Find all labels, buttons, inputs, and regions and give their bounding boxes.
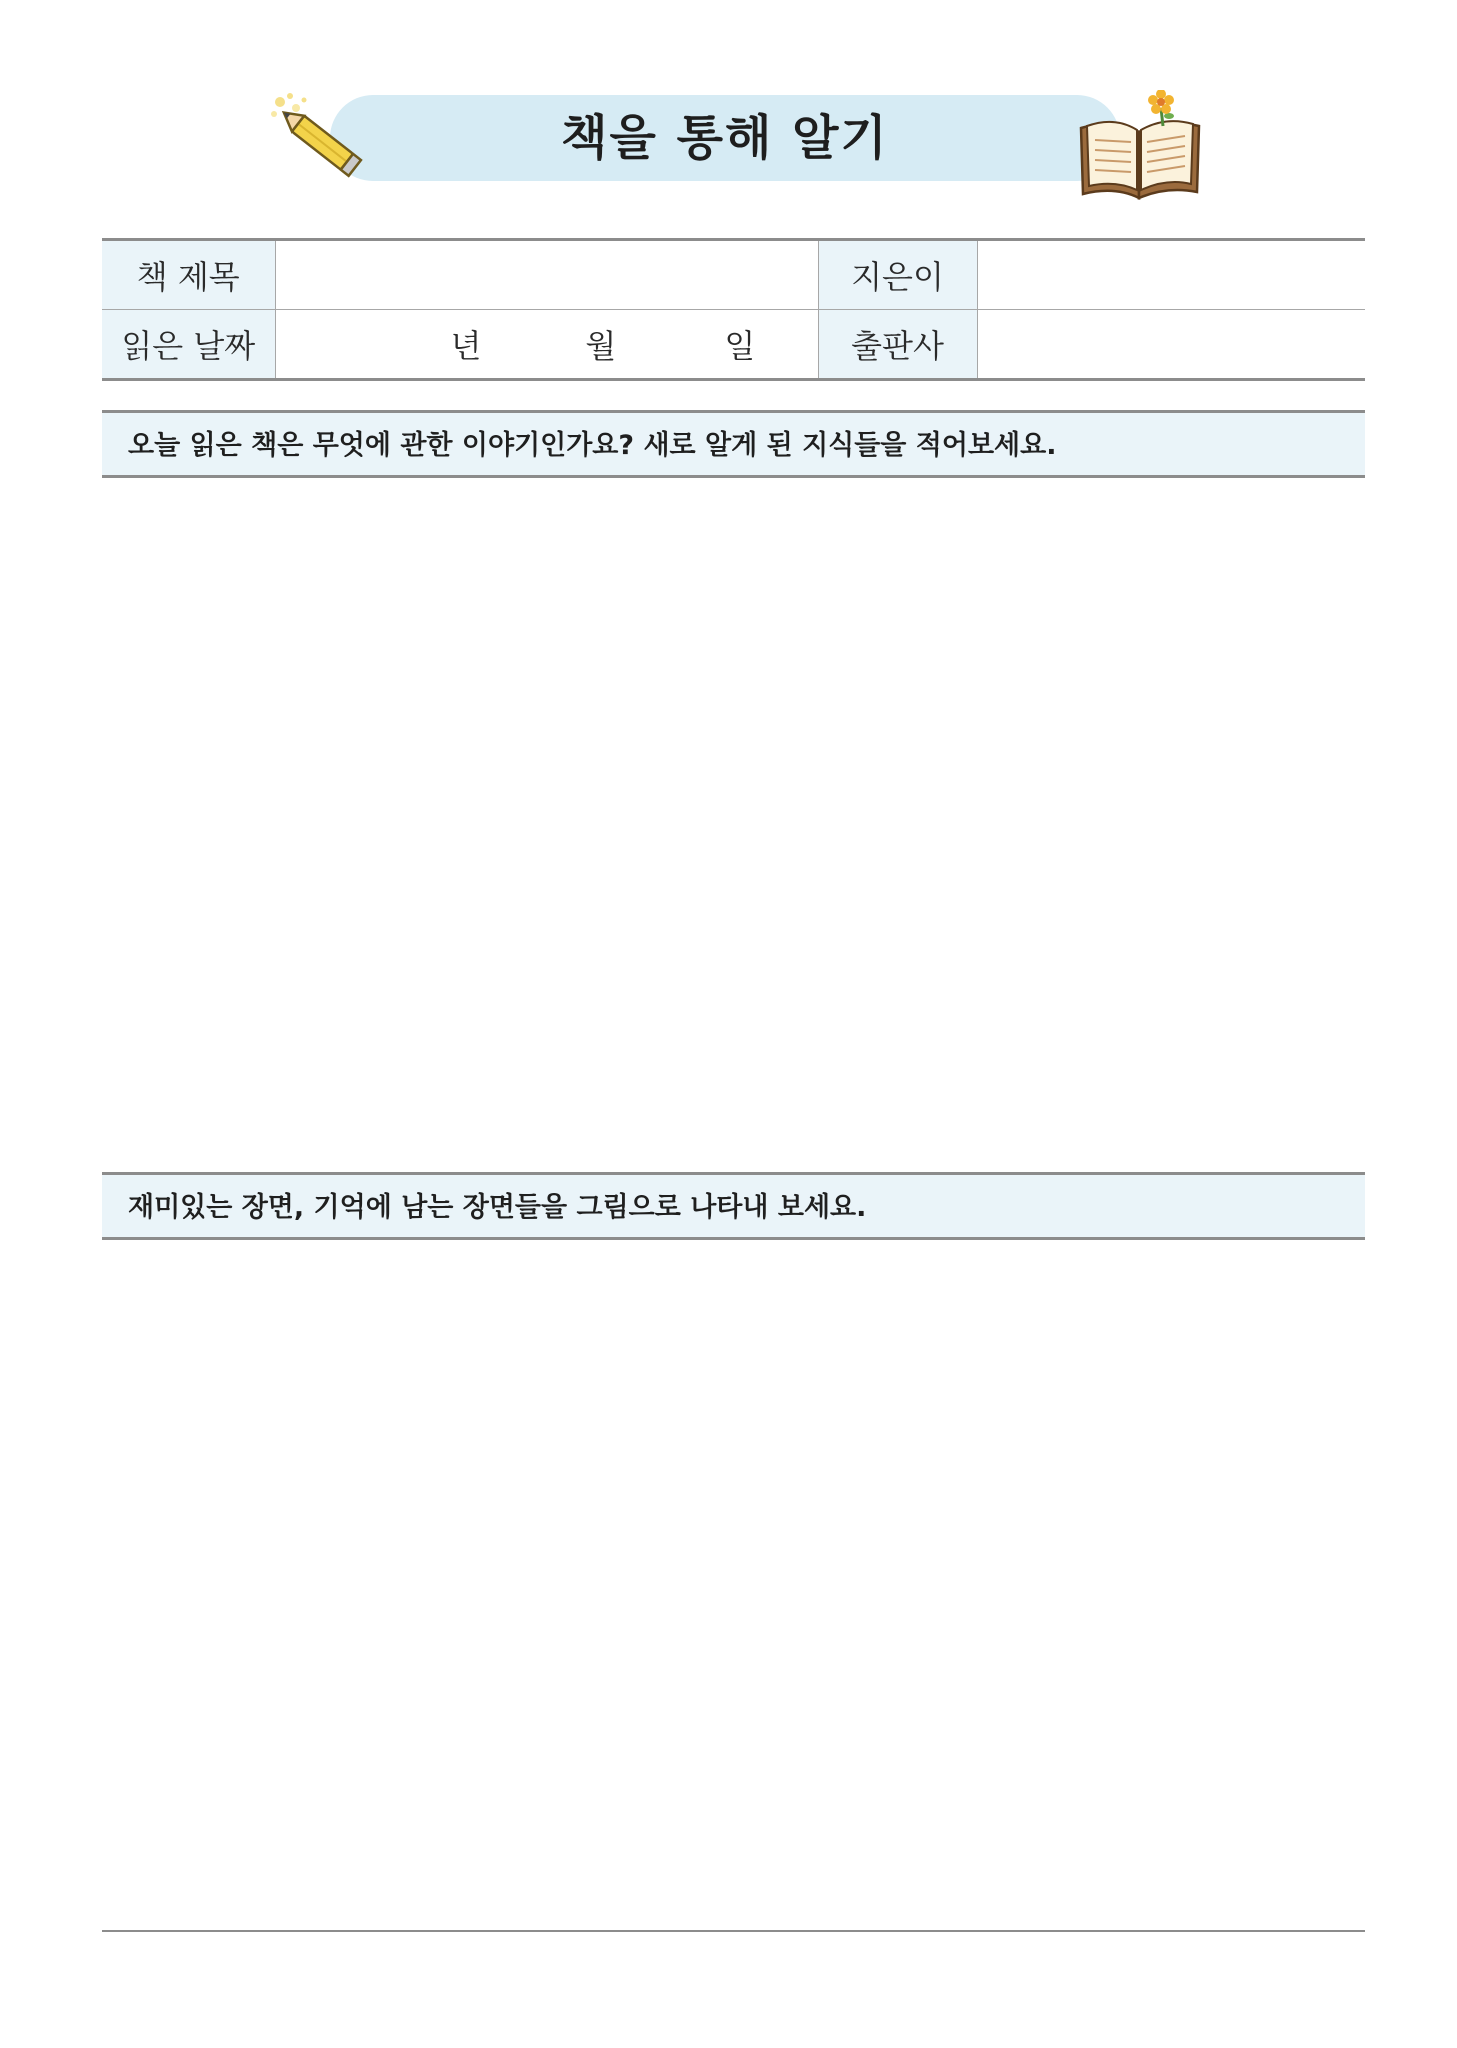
day-unit: 일 [724, 327, 756, 365]
knowledge-prompt: 오늘 읽은 책은 무엇에 관한 이야기인가요? 새로 알게 된 지식들을 적어보세요. [128, 430, 1057, 461]
read-date-units [276, 310, 818, 378]
read-date-field[interactable] [275, 310, 818, 380]
year-unit: 년 [450, 327, 482, 365]
book-info-table [102, 238, 1365, 381]
knowledge-section-header [102, 410, 1365, 478]
drawing-prompt: 재미있는 장면, 기억에 남는 장면들을 그림으로 나타내 보세요. [128, 1192, 867, 1223]
open-book-icon [1075, 90, 1205, 202]
publisher-label: 출판사 [818, 310, 977, 380]
page-title: 책을 통해 알기 [561, 110, 889, 166]
drawing-area[interactable] [102, 1240, 1365, 1928]
month-unit: 월 [585, 327, 617, 365]
publisher-field[interactable] [977, 310, 1365, 380]
table-row [102, 240, 1365, 310]
author-label: 지은이 [818, 240, 977, 310]
author-field[interactable] [977, 240, 1365, 310]
table-row [102, 310, 1365, 380]
read-date-label: 읽은 날짜 [102, 310, 275, 380]
drawing-section-header [102, 1172, 1365, 1240]
book-title-label: 책 제목 [102, 240, 275, 310]
bottom-divider [102, 1930, 1365, 1932]
worksheet-header [0, 0, 1457, 210]
book-title-field[interactable] [275, 240, 818, 310]
knowledge-writing-area[interactable] [102, 478, 1365, 1168]
